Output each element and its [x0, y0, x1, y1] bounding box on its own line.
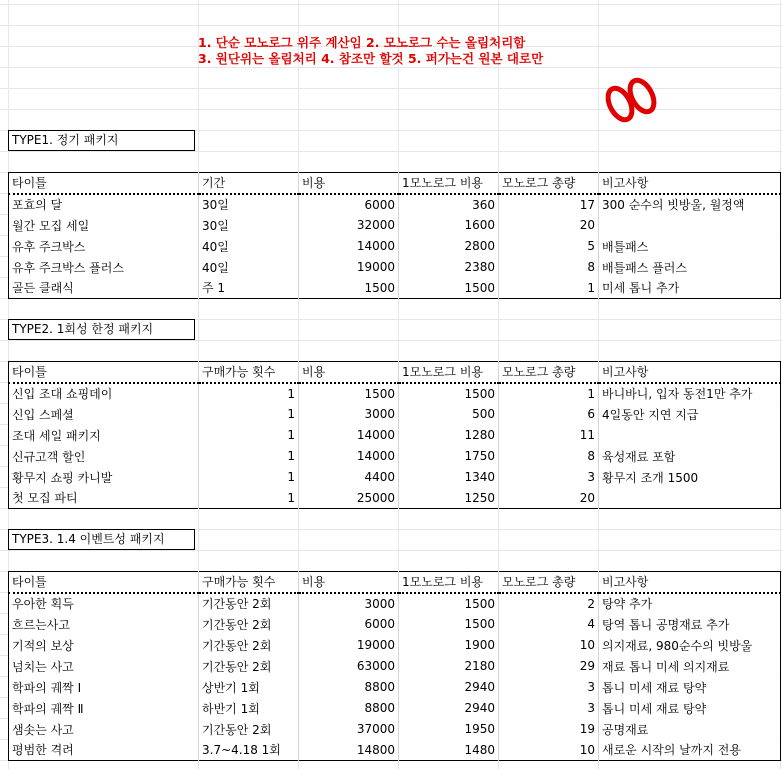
table-row: [9, 257, 781, 278]
cell-title[interactable]: 황무지 쇼핑 카니발: [9, 467, 199, 488]
table-type3: [8, 571, 781, 761]
cell-cost[interactable]: 37000: [299, 719, 399, 740]
table-row: [9, 404, 781, 425]
cell-remarks[interactable]: 탕역 톱니 공명재료 추가: [599, 614, 781, 635]
cell-monologue-total[interactable]: 17: [499, 194, 599, 215]
cell-remarks[interactable]: 육성재료 포함: [599, 446, 781, 467]
cell-remarks[interactable]: 탕약 추가: [599, 593, 781, 614]
cell-remarks[interactable]: 톱니 미세 재료 탕약: [599, 698, 781, 719]
cell-period[interactable]: 1: [199, 383, 299, 404]
table-row: [9, 635, 781, 656]
cell-remarks[interactable]: 새로운 시작의 날까지 전용: [599, 740, 781, 761]
cell-title[interactable]: 신입 조대 쇼핑데이: [9, 383, 199, 404]
cell-remarks[interactable]: 300 순수의 빗방울, 월정액: [599, 194, 781, 215]
table-row: [9, 740, 781, 761]
cell-period[interactable]: 1: [199, 446, 299, 467]
table-row: [9, 278, 781, 299]
cell-remarks[interactable]: 4일동안 지연 지급: [599, 404, 781, 425]
cell-cost[interactable]: 14000: [299, 425, 399, 446]
cell-cost[interactable]: 6000: [299, 614, 399, 635]
table-row: [9, 383, 781, 404]
cell-title[interactable]: 샘솟는 사고: [9, 719, 199, 740]
cell-title[interactable]: 유후 주크박스 플러스: [9, 257, 199, 278]
section-title-type1: TYPE1. 정기 패키지: [8, 130, 195, 151]
table-row: [9, 215, 781, 236]
cell-title[interactable]: 신입 스페셜: [9, 404, 199, 425]
cell-remarks[interactable]: [599, 425, 781, 446]
cell-cost-per-monologue[interactable]: 1500: [399, 614, 499, 635]
cell-period[interactable]: 기간동안 2회: [199, 635, 299, 656]
cell-monologue-total[interactable]: 20: [499, 488, 599, 509]
column-header-title[interactable]: 타이틀: [9, 362, 199, 383]
column-header-cost-per-monologue[interactable]: 1모노로그 비용: [399, 362, 499, 383]
cell-cost-per-monologue[interactable]: 1340: [399, 467, 499, 488]
cell-monologue-total[interactable]: 4: [499, 614, 599, 635]
cell-monologue-total[interactable]: 8: [499, 257, 599, 278]
cell-period[interactable]: 30일: [199, 194, 299, 215]
table-row: [9, 698, 781, 719]
column-header-monologue-total[interactable]: 모노로그 총량: [499, 362, 599, 383]
cell-period[interactable]: 1: [199, 467, 299, 488]
cell-monologue-total[interactable]: 5: [499, 236, 599, 257]
cell-cost[interactable]: 3000: [299, 404, 399, 425]
cell-cost[interactable]: 32000: [299, 215, 399, 236]
column-header-cost[interactable]: 비용: [299, 362, 399, 383]
column-header-title[interactable]: 타이틀: [9, 572, 199, 593]
column-header-remarks[interactable]: 비고사항: [599, 362, 781, 383]
cell-cost[interactable]: 25000: [299, 488, 399, 509]
cell-period[interactable]: 상반기 1회: [199, 677, 299, 698]
column-header-cost[interactable]: 비용: [299, 572, 399, 593]
cell-cost[interactable]: 14000: [299, 236, 399, 257]
cell-title[interactable]: 기적의 보상: [9, 635, 199, 656]
cell-period[interactable]: 기간동안 2회: [199, 656, 299, 677]
cell-period[interactable]: 1: [199, 488, 299, 509]
cell-title[interactable]: 조대 세일 패키지: [9, 425, 199, 446]
cell-period[interactable]: 3.7~4.18 1회: [199, 740, 299, 761]
cell-cost[interactable]: 4400: [299, 467, 399, 488]
table-type2: [8, 361, 781, 509]
cell-cost-per-monologue[interactable]: 1500: [399, 383, 499, 404]
cell-monologue-total[interactable]: 10: [499, 635, 599, 656]
handwritten-mark-icon: [600, 72, 664, 132]
cell-remarks[interactable]: 배틀패스 플러스: [599, 257, 781, 278]
cell-cost[interactable]: 8800: [299, 677, 399, 698]
cell-remarks[interactable]: [599, 215, 781, 236]
cell-remarks[interactable]: 공명재료: [599, 719, 781, 740]
column-header-monologue-total[interactable]: 모노로그 총량: [499, 173, 599, 194]
cell-cost[interactable]: 14000: [299, 446, 399, 467]
cell-title[interactable]: 포효의 달: [9, 194, 199, 215]
cell-cost-per-monologue[interactable]: 2940: [399, 698, 499, 719]
cell-monologue-total[interactable]: 3: [499, 698, 599, 719]
cell-cost-per-monologue[interactable]: 1500: [399, 593, 499, 614]
cell-cost-per-monologue[interactable]: 1500: [399, 278, 499, 299]
cell-monologue-total[interactable]: 8: [499, 446, 599, 467]
cell-cost[interactable]: 3000: [299, 593, 399, 614]
cell-monologue-total[interactable]: 29: [499, 656, 599, 677]
cell-title[interactable]: 유후 주크박스: [9, 236, 199, 257]
cell-cost-per-monologue[interactable]: 1950: [399, 719, 499, 740]
cell-period[interactable]: 40일: [199, 236, 299, 257]
table-row: [9, 593, 781, 614]
column-header-cost-per-monologue[interactable]: 1모노로그 비용: [399, 173, 499, 194]
table-header-row: [9, 572, 781, 593]
cell-cost[interactable]: 6000: [299, 194, 399, 215]
cell-title[interactable]: 첫 모집 파티: [9, 488, 199, 509]
cell-title[interactable]: 골든 클래식: [9, 278, 199, 299]
table-row: [9, 446, 781, 467]
column-header-cost[interactable]: 비용: [299, 173, 399, 194]
table-header-row: [9, 362, 781, 383]
cell-cost[interactable]: 19000: [299, 257, 399, 278]
cell-monologue-total[interactable]: 20: [499, 215, 599, 236]
cell-cost[interactable]: 1500: [299, 278, 399, 299]
column-header-cost-per-monologue[interactable]: 1모노로그 비용: [399, 572, 499, 593]
table-row: [9, 677, 781, 698]
cell-monologue-total[interactable]: 11: [499, 425, 599, 446]
cell-cost-per-monologue[interactable]: 1480: [399, 740, 499, 761]
section-title-type3: TYPE3. 1.4 이벤트성 패키지: [8, 529, 195, 550]
cell-title[interactable]: 월간 모집 세일: [9, 215, 199, 236]
cell-period[interactable]: 기간동안 2회: [199, 719, 299, 740]
cell-period[interactable]: 30일: [199, 215, 299, 236]
table-row: [9, 467, 781, 488]
cell-monologue-total[interactable]: 1: [499, 383, 599, 404]
section-title-type2: TYPE2. 1회성 한정 패키지: [8, 319, 195, 340]
table-type1: [8, 172, 781, 299]
cell-cost-per-monologue[interactable]: 1750: [399, 446, 499, 467]
cell-monologue-total[interactable]: 3: [499, 467, 599, 488]
cell-cost[interactable]: 14800: [299, 740, 399, 761]
cell-cost-per-monologue[interactable]: 360: [399, 194, 499, 215]
table-row: [9, 488, 781, 509]
cell-remarks[interactable]: 의지재료, 980순수의 빗방울: [599, 635, 781, 656]
column-header-remarks[interactable]: 비고사항: [599, 572, 781, 593]
cell-title[interactable]: 학파의 궤짝 Ⅱ: [9, 698, 199, 719]
cell-title[interactable]: 신규고객 할인: [9, 446, 199, 467]
table-row: [9, 719, 781, 740]
cell-period[interactable]: 1: [199, 425, 299, 446]
cell-cost-per-monologue[interactable]: 1600: [399, 215, 499, 236]
cell-cost-per-monologue[interactable]: 1250: [399, 488, 499, 509]
note-line-1: 1. 단순 모노로그 위주 계산임 2. 모노로그 수는 올림처리함: [198, 35, 526, 50]
cell-monologue-total[interactable]: 6: [499, 404, 599, 425]
cell-title[interactable]: 흐르는사고: [9, 614, 199, 635]
cell-cost-per-monologue[interactable]: 500: [399, 404, 499, 425]
table-row: [9, 236, 781, 257]
cell-period[interactable]: 1: [199, 404, 299, 425]
cell-remarks[interactable]: 미세 톱니 추가: [599, 278, 781, 299]
cell-remarks[interactable]: 황무지 조개 1500: [599, 467, 781, 488]
cell-title[interactable]: 학파의 궤짝 I: [9, 677, 199, 698]
cell-monologue-total[interactable]: 2: [499, 593, 599, 614]
table-row: [9, 194, 781, 215]
cell-title[interactable]: 평범한 격려: [9, 740, 199, 761]
cell-remarks[interactable]: 재료 톱니 미세 의지재료: [599, 656, 781, 677]
cell-remarks[interactable]: 배틀패스: [599, 236, 781, 257]
cell-monologue-total[interactable]: 1: [499, 278, 599, 299]
column-header-remarks[interactable]: 비고사항: [599, 173, 781, 194]
cell-monologue-total[interactable]: 19: [499, 719, 599, 740]
column-header-title[interactable]: 타이틀: [9, 173, 199, 194]
cell-cost[interactable]: 63000: [299, 656, 399, 677]
cell-monologue-total[interactable]: 3: [499, 677, 599, 698]
column-header-period[interactable]: 구매가능 횟수: [199, 572, 299, 593]
cell-cost-per-monologue[interactable]: 2940: [399, 677, 499, 698]
table-header-row: [9, 173, 781, 194]
cell-remarks[interactable]: [599, 488, 781, 509]
table-row: [9, 656, 781, 677]
cell-title[interactable]: 넘치는 사고: [9, 656, 199, 677]
cell-period[interactable]: 하반기 1회: [199, 698, 299, 719]
column-header-period[interactable]: 구매가능 횟수: [199, 362, 299, 383]
cell-remarks[interactable]: 톱니 미세 재료 탕약: [599, 677, 781, 698]
table-row: [9, 614, 781, 635]
cell-cost-per-monologue[interactable]: 2380: [399, 257, 499, 278]
note-line-2: 3. 원단위는 올림처리 4. 참조만 할것 5. 퍼가는건 원본 대로만: [198, 51, 544, 66]
cell-remarks[interactable]: 바니바니, 입자 동전1만 추가: [599, 383, 781, 404]
cell-period[interactable]: 기간동안 2회: [199, 614, 299, 635]
cell-title[interactable]: 우아한 획득: [9, 593, 199, 614]
cell-cost-per-monologue[interactable]: 2800: [399, 236, 499, 257]
column-header-monologue-total[interactable]: 모노로그 총량: [499, 572, 599, 593]
cell-cost-per-monologue[interactable]: 2180: [399, 656, 499, 677]
column-header-period[interactable]: 기간: [199, 173, 299, 194]
cell-monologue-total[interactable]: 10: [499, 740, 599, 761]
cell-cost[interactable]: 19000: [299, 635, 399, 656]
cell-cost-per-monologue[interactable]: 1280: [399, 425, 499, 446]
cell-period[interactable]: 40일: [199, 257, 299, 278]
cell-period[interactable]: 주 1: [199, 278, 299, 299]
cell-cost-per-monologue[interactable]: 1900: [399, 635, 499, 656]
cell-cost[interactable]: 8800: [299, 698, 399, 719]
table-row: [9, 425, 781, 446]
cell-period[interactable]: 기간동안 2회: [199, 593, 299, 614]
cell-cost[interactable]: 1500: [299, 383, 399, 404]
